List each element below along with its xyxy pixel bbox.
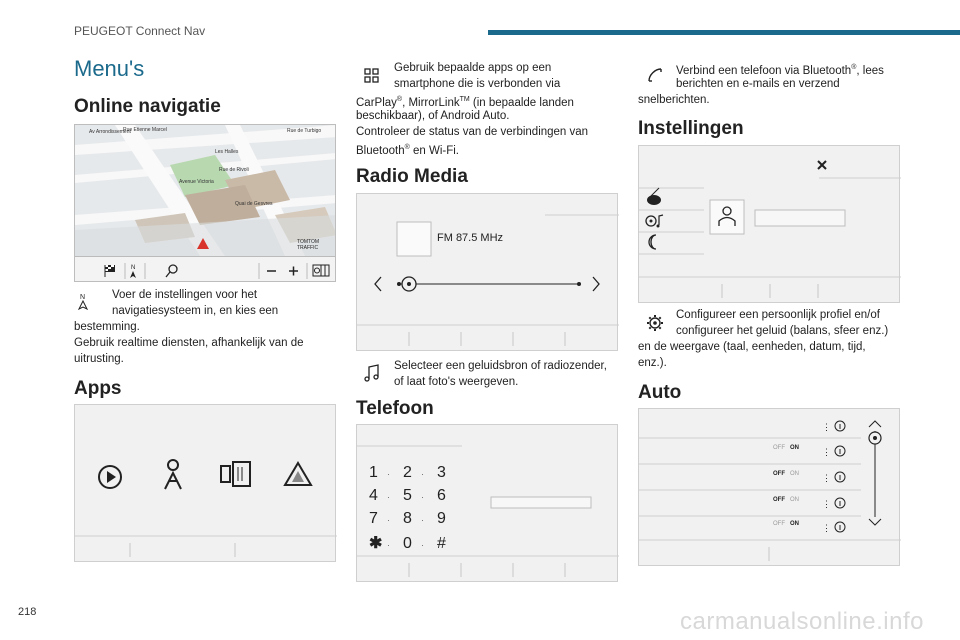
toggle-on-label: ON [790, 521, 800, 527]
key[interactable]: 4 [369, 487, 378, 504]
info-icon[interactable] [822, 421, 845, 432]
page-number: 218 [18, 606, 37, 618]
mirrorlink-icon[interactable] [165, 460, 181, 489]
close-icon[interactable] [818, 161, 826, 169]
phone-text-2: berichten en e-mails en verzend [676, 78, 840, 90]
radio-text-1: Selecteer een geluidsbron of radiozender, [394, 360, 607, 372]
key[interactable]: 1 [369, 464, 378, 481]
svg-text:⋮: ⋮ [822, 422, 831, 432]
info-icon[interactable] [822, 498, 845, 509]
carplay-icon[interactable] [99, 466, 121, 488]
search-icon[interactable] [166, 265, 177, 277]
phone-text-1-main: Verbind een telefoon via Bluetooth [676, 64, 852, 77]
tomtom-traffic-badge[interactable] [297, 239, 319, 251]
flag-icon[interactable] [105, 265, 115, 277]
phone-text-3: snelberichten. [638, 94, 710, 106]
svg-text:⋮: ⋮ [822, 499, 831, 509]
settings-text-1: Configureer een persoonlijk profiel en/of [676, 309, 880, 321]
map-label: Rue de Rivoli [219, 167, 249, 173]
key[interactable]: 2 [403, 464, 412, 481]
key[interactable]: 0 [403, 535, 412, 552]
key[interactable]: 5 [403, 487, 412, 504]
toggle-switch[interactable] [773, 521, 799, 527]
apps-text-1: Gebruik bepaalde apps op een [394, 62, 552, 74]
page-title: Menu's [74, 56, 145, 81]
keypad-row: ✱ · 0 · # [369, 533, 455, 556]
online-nav-text-indent: Voer de instellingen voor het navigatiesysteem in, en kies een [112, 289, 279, 317]
heading-radio-media: Radio Media [356, 166, 468, 187]
settings-text-2: configureer het geluid (balans, sfeer enz.) [676, 325, 889, 337]
header-accent-bar [488, 30, 960, 35]
heading-apps: Apps [74, 378, 122, 399]
apps-screen [74, 404, 336, 562]
key[interactable]: 9 [437, 510, 446, 527]
heading-auto: Auto [638, 382, 682, 403]
carplay-word: CarPlay [356, 96, 397, 109]
phone-handset-icon [646, 66, 664, 84]
online-nav-text-1: bestemming. [74, 321, 140, 333]
settings-gear-icon [646, 314, 664, 332]
sound-settings-icon[interactable] [646, 215, 663, 228]
info-icon[interactable] [822, 472, 845, 483]
svg-text:N: N [80, 294, 86, 301]
apps-grid-icon [364, 68, 380, 84]
reg-mark: ® [404, 144, 410, 151]
toggle-off-label: OFF [773, 471, 785, 477]
mirrorlink-word: , MirrorLink [402, 96, 460, 109]
key[interactable]: 3 [437, 464, 446, 481]
chevron-right-icon[interactable] [593, 277, 599, 291]
settings-text-3: en de weergave (taal, eenheden, datum, tijd, [638, 341, 866, 353]
heading-instellingen: Instellingen [638, 118, 744, 139]
map-label: Av Arrondissement [89, 129, 131, 135]
toggle-switch[interactable] [773, 471, 799, 477]
key[interactable]: # [437, 535, 446, 552]
svg-text:⋮: ⋮ [822, 447, 831, 457]
tm-mark: TM [459, 96, 470, 103]
radio-text-2: of laat foto's weergeven. [394, 376, 519, 388]
keypad-row: 1 · 2 · 3 [369, 464, 455, 487]
night-mode-icon[interactable] [649, 235, 656, 249]
toggle-switch[interactable] [773, 445, 799, 451]
online-nav-text-3: uitrusting. [74, 353, 124, 365]
map-toolbar [75, 256, 336, 282]
chevron-left-icon[interactable] [375, 277, 381, 291]
toggle-on-label: ON [790, 445, 800, 451]
map-label: Rue Etienne Marcel [123, 127, 167, 133]
toggle-switch[interactable] [773, 497, 799, 503]
apps-text-6-rest: en Wi-Fi. [409, 144, 459, 157]
traffic-label: TRAFFIC [297, 245, 319, 251]
svg-text:⋮: ⋮ [822, 473, 831, 483]
station-artwork [397, 222, 431, 256]
map-label: Quai de Gesvres [235, 201, 273, 207]
connected-phone-icon[interactable] [221, 462, 250, 486]
tomtom-label: TOMTOM [297, 239, 320, 245]
heading-online-navigatie: Online navigatie [74, 96, 221, 117]
apps-text-6 [356, 140, 459, 159]
radio-screen [356, 193, 618, 351]
svg-text:⋮: ⋮ [822, 523, 831, 533]
keypad [369, 464, 455, 556]
key[interactable]: ✱ [369, 535, 383, 552]
scrollbar[interactable] [869, 421, 881, 525]
map-label: Avenue Victoria [179, 179, 214, 185]
toggle-on-label: ON [790, 497, 800, 503]
map-settings-icon[interactable] [313, 265, 329, 276]
info-icon[interactable] [822, 522, 845, 533]
apps-text-5: Controleer de status van de verbindingen van [356, 126, 589, 138]
navigation-settings-icon [76, 292, 94, 310]
settings-text-4: enz.). [638, 357, 667, 369]
reg-mark: ® [396, 96, 403, 103]
svg-text:N: N [131, 265, 136, 271]
apps-text-3-rest: (in bepaalde landen [469, 96, 574, 109]
apps-text-2: smartphone die is verbonden via [394, 78, 561, 90]
toggle-off-label: OFF [773, 445, 785, 451]
toggle-off-label: OFF [773, 497, 785, 503]
watermark: carmanualsonline.info [680, 608, 924, 635]
key[interactable]: 6 [437, 487, 446, 504]
settings-screen [638, 145, 900, 303]
keypad-row: 4 · 5 · 6 [369, 487, 455, 510]
key[interactable]: 7 [369, 510, 378, 527]
online-nav-text-2: Gebruik realtime diensten, afhankelijk van de [74, 337, 304, 349]
phone-screen [356, 424, 618, 582]
zoom-in-icon[interactable] [289, 267, 298, 276]
navigation-map-screenshot [74, 124, 336, 282]
apps-text-4: beschikbaar), of Android Auto. [356, 110, 510, 122]
map-label: Les Halles [215, 149, 239, 155]
radio-station-label: FM 87.5 MHz [437, 232, 504, 244]
reg-mark: ® [851, 64, 857, 71]
toggle-on-label: ON [790, 471, 800, 477]
phone-number-field [491, 497, 591, 508]
profile-name-field [755, 210, 845, 226]
keypad-row: 7 · 8 · 9 [369, 510, 455, 533]
bluetooth-word: Bluetooth [356, 144, 405, 157]
car-screen [638, 408, 900, 566]
frequency-slider[interactable] [397, 277, 581, 291]
android-auto-icon[interactable] [285, 463, 311, 485]
toggle-off-label: OFF [773, 521, 785, 527]
info-icon[interactable] [822, 446, 845, 457]
header-title: PEUGEOT Connect Nav [74, 24, 206, 38]
phone-text-1-rest: , lees [856, 64, 884, 77]
music-note-icon [364, 364, 380, 382]
palette-icon[interactable] [647, 188, 661, 205]
north-icon[interactable] [130, 265, 136, 278]
key[interactable]: 8 [403, 510, 412, 527]
map-illustration [75, 125, 336, 256]
map-label: Rue de Turbigo [287, 128, 322, 134]
heading-telefoon: Telefoon [356, 398, 434, 419]
